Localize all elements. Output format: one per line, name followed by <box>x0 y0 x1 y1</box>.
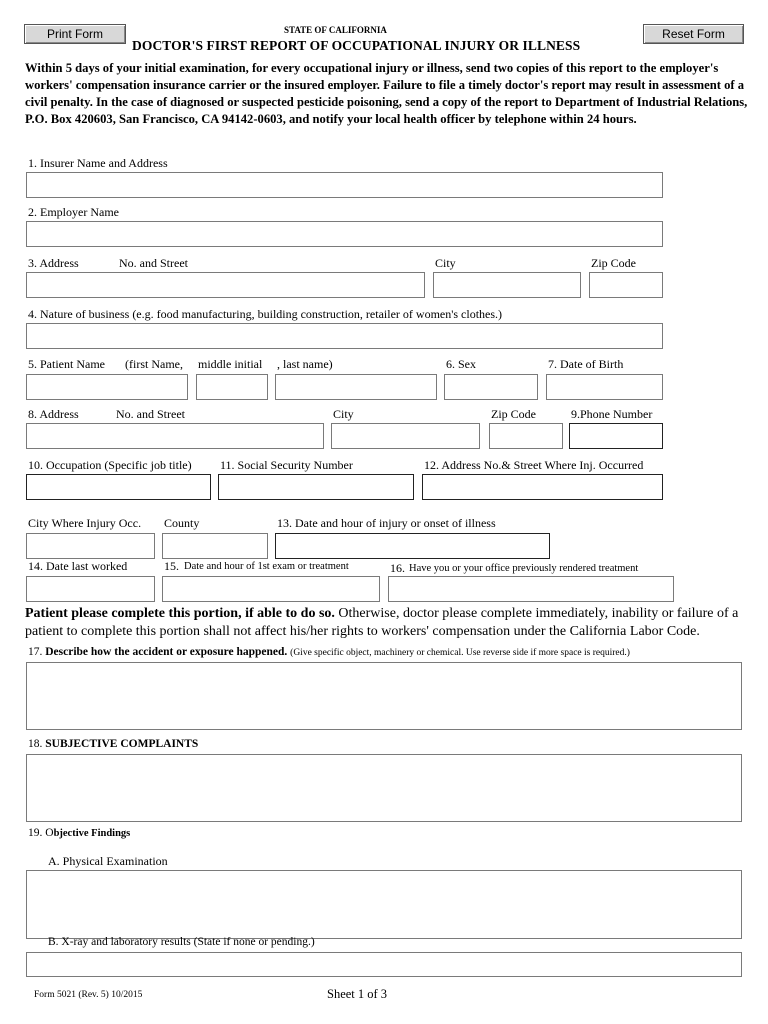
patient-street-label: No. and Street <box>116 407 185 421</box>
s17-num: 17. <box>28 646 43 658</box>
patient-address-label: 8. Address <box>28 407 79 421</box>
xray-label: B. X-ray and laboratory results (State if none or pending.) <box>48 936 315 948</box>
patient-first-name-label: (first Name, <box>125 357 183 371</box>
first-exam-number-label: 15. <box>164 559 179 573</box>
first-exam-field[interactable] <box>162 576 380 602</box>
ssn-field[interactable] <box>218 474 414 500</box>
patient-street-field[interactable] <box>26 423 324 449</box>
s19-bold: bjective Findings <box>53 828 131 839</box>
employer-zip-field[interactable] <box>589 272 663 298</box>
injury-date-label: 13. Date and hour of injury or onset of illness <box>277 516 496 530</box>
first-exam-label: Date and hour of 1st exam or treatment <box>184 561 349 572</box>
injury-city-label: City Where Injury Occ. <box>28 516 142 530</box>
employer-zip-label: Zip Code <box>591 256 636 270</box>
intro-text: Within 5 days of your initial examination, for every occupational injury or illness, send two copies of this report to the employer's workers' compensation insurance carrier or the insured employer. Failure to file a timely doctor's report may result in assessment of a civil penalty. In the case of diagnosed or suspected pesticide poisoning, send a copy of the report to Department of Industrial Relations, P.O. Box 420603, San Francisco, CA 94142-0603, and notify your local health officer by telephone within 24 hours. <box>25 61 748 126</box>
occupation-field[interactable] <box>26 474 211 500</box>
patient-city-label: City <box>333 407 354 421</box>
ssn-label: 11. Social Security Number <box>220 458 353 472</box>
employer-label: 2. Employer Name <box>28 205 119 219</box>
patient-zip-label: Zip Code <box>491 407 536 421</box>
county-label: County <box>164 516 200 530</box>
patient-note-text: Otherwise, doctor please complete immediately, inability or failure of a patient to complete this portion shall not affect his/her rights to workers' compensation under the California Labor Code. <box>25 606 739 639</box>
patient-note <box>25 605 755 641</box>
print-form-button[interactable]: Print Form <box>24 24 126 44</box>
phone-number-label: 9.Phone Number <box>571 407 653 421</box>
patient-name-label: 5. Patient Name <box>28 357 105 371</box>
patient-note-bold: Patient please complete this portion, if able to do so. <box>25 606 335 621</box>
objective-findings-label <box>28 827 130 839</box>
date-of-birth-field[interactable] <box>546 374 663 400</box>
physical-exam-field[interactable] <box>26 870 742 939</box>
subjective-complaints-field[interactable] <box>26 754 742 822</box>
date-last-worked-field[interactable] <box>26 576 155 602</box>
reset-form-button[interactable]: Reset Form <box>643 24 744 44</box>
patient-last-name-label: , last name) <box>277 357 333 371</box>
injury-city-field[interactable] <box>26 533 155 559</box>
nature-of-business-label: 4. Nature of business (e.g. food manufacturing, building construction, retailer of women's clothes.) <box>28 307 503 321</box>
s17-bold: Describe how the accident or exposure happened. <box>45 646 288 658</box>
sex-field[interactable] <box>444 374 538 400</box>
county-field[interactable] <box>162 533 268 559</box>
employer-address-label: 3. Address <box>28 256 79 270</box>
previous-treatment-number-label: 16. <box>390 561 405 575</box>
date-last-worked-label: 14. Date last worked <box>28 559 128 573</box>
injury-address-field[interactable] <box>422 474 663 500</box>
accident-description-field[interactable] <box>26 662 742 730</box>
date-of-birth-label: 7. Date of Birth <box>548 357 624 371</box>
occupation-label: 10. Occupation (Specific job title) <box>28 458 192 472</box>
patient-middle-initial-field[interactable] <box>196 374 268 400</box>
state-label: STATE OF CALIFORNIA <box>284 25 387 35</box>
sex-label: 6. Sex <box>446 357 476 371</box>
s18-num: 18. <box>28 738 43 750</box>
previous-treatment-label: Have you or your office previously rendered treatment <box>409 563 639 574</box>
insurer-label: 1. Insurer Name and Address <box>28 156 168 170</box>
physical-exam-label: A. Physical Examination <box>48 854 168 868</box>
xray-field[interactable] <box>26 952 742 977</box>
nature-of-business-field[interactable] <box>26 323 663 349</box>
previous-treatment-field[interactable] <box>388 576 674 602</box>
employer-street-label: No. and Street <box>119 256 188 270</box>
patient-city-field[interactable] <box>331 423 480 449</box>
injury-address-label: 12. Address No.& Street Where Inj. Occurred <box>424 458 644 472</box>
s19-prefix: 19. O <box>28 827 54 839</box>
patient-first-name-field[interactable] <box>26 374 188 400</box>
employer-city-field[interactable] <box>433 272 581 298</box>
page-title: DOCTOR'S FIRST REPORT OF OCCUPATIONAL INJURY OR ILLNESS <box>132 38 581 53</box>
patient-middle-initial-label: middle initial <box>198 357 263 371</box>
accident-description-label <box>28 646 630 658</box>
phone-number-field[interactable] <box>569 423 663 449</box>
subjective-complaints-label <box>28 738 198 750</box>
s17-note: (Give specific object, machinery or chemical. Use reverse side if more space is required.) <box>290 648 630 658</box>
sheet-number: Sheet 1 of 3 <box>327 987 388 1001</box>
injury-date-field[interactable] <box>275 533 550 559</box>
form-number: Form 5021 (Rev. 5) 10/2015 <box>34 990 143 1000</box>
employer-street-field[interactable] <box>26 272 425 298</box>
employer-field[interactable] <box>26 221 663 247</box>
s18-bold: SUBJECTIVE COMPLAINTS <box>45 738 199 750</box>
patient-zip-field[interactable] <box>489 423 563 449</box>
patient-last-name-field[interactable] <box>275 374 437 400</box>
insurer-field[interactable] <box>26 172 663 198</box>
employer-city-label: City <box>435 256 456 270</box>
